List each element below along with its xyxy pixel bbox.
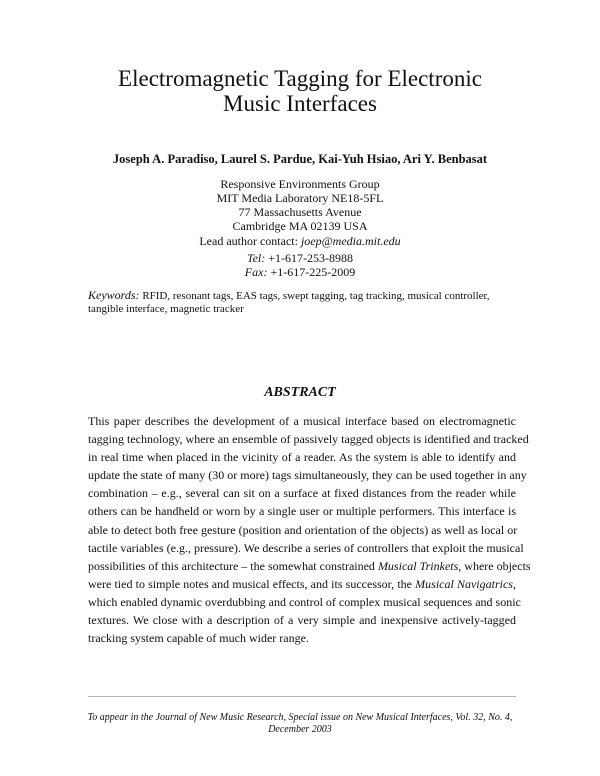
publication-note-line-2: December 2003 xyxy=(268,724,332,735)
abstract-line xyxy=(88,575,516,593)
tel-number: +1-617-253-8988 xyxy=(265,251,353,265)
abstract-line xyxy=(88,557,531,575)
abstract-line: able to detect both free gesture (position and orientation of the objects) as well as local or xyxy=(88,522,518,537)
abstract-line: textures. We close with a description of a very simple and inexpensive actively-tagged xyxy=(88,613,516,628)
abstract-body xyxy=(88,412,531,647)
keywords-label: Keywords: xyxy=(88,288,140,302)
affiliation xyxy=(60,177,540,233)
abstract-text: possibilities of this architecture – the somewhat constrained xyxy=(88,558,378,573)
fax-line xyxy=(60,265,540,279)
musical-navigatrics-term: Musical Navigatrics xyxy=(415,576,513,591)
abstract-line: tracking system capable of much wider range. xyxy=(88,631,309,646)
contact-label: Lead author contact: xyxy=(199,234,301,248)
abstract-line: tactile variables (e.g., pressure). We describe a series of controllers that exploit the musical xyxy=(88,540,524,555)
affiliation-line-4: Cambridge MA 02139 USA xyxy=(232,219,368,233)
abstract-line: combination – e.g., several can sit on a surface at fixed distances from the reader while xyxy=(88,486,516,501)
fax-number: +1-617-225-2009 xyxy=(267,265,356,279)
abstract-line: This paper describes the development of a musical interface based on electromagnetic xyxy=(88,414,516,428)
abstract-line: others can be handheld or worn by a single user or multiple performers. This interface is xyxy=(88,504,516,519)
paper-title xyxy=(60,66,540,116)
abstract-text: , xyxy=(512,576,516,591)
abstract-line: in real time when placed in the vicinity of a reader. As the system is able to identify and xyxy=(88,450,516,465)
affiliation-line-2: MIT Media Laboratory NE18-5FL xyxy=(216,191,384,205)
affiliation-line-3: 77 Massachusetts Avenue xyxy=(238,205,362,219)
abstract-line: tagging technology, where an ensemble of passively tagged objects is identified and tracked xyxy=(88,432,529,447)
abstract-text: were tied to simple notes and musical effects, and its successor, the xyxy=(88,576,416,591)
abstract-heading: ABSTRACT xyxy=(264,385,336,400)
musical-trinkets-term: Musical Trinkets xyxy=(377,558,459,573)
fax-label: Fax: xyxy=(244,265,268,279)
lead-author-contact xyxy=(60,234,540,249)
keywords-text: RFID, resonant tags, EAS tags, swept tagging, tag tracking, musical controller, tangible interface, magnetic tracker xyxy=(88,290,490,315)
abstract-line: update the state of many (30 or more) tags simultaneously, they can be used together in any xyxy=(88,468,527,483)
telephone-line xyxy=(60,251,540,265)
abstract-line: which enabled dynamic overdubbing and control of complex musical sequences and sonic xyxy=(88,594,521,609)
author-list: Joseph A. Paradiso, Laurel S. Pardue, Kai-Yuh Hsiao, Ari Y. Benbasat xyxy=(112,152,488,166)
phone-numbers xyxy=(60,251,540,279)
title-line-1: Electromagnetic Tagging for Electronic xyxy=(118,66,482,91)
publication-note xyxy=(60,712,540,736)
title-line-2: Music Interfaces xyxy=(223,91,377,116)
publication-note-line-1: To appear in the Journal of New Music Research, Special issue on New Musical Interfaces, Vol. 32, No. 4, xyxy=(87,712,513,723)
abstract-text: , where objects xyxy=(458,558,531,573)
footer-divider xyxy=(88,696,516,697)
keywords xyxy=(88,289,516,316)
contact-email: joep@media.mit.edu xyxy=(300,234,401,248)
tel-label: Tel: xyxy=(247,251,266,265)
affiliation-line-1: Responsive Environments Group xyxy=(220,177,380,191)
